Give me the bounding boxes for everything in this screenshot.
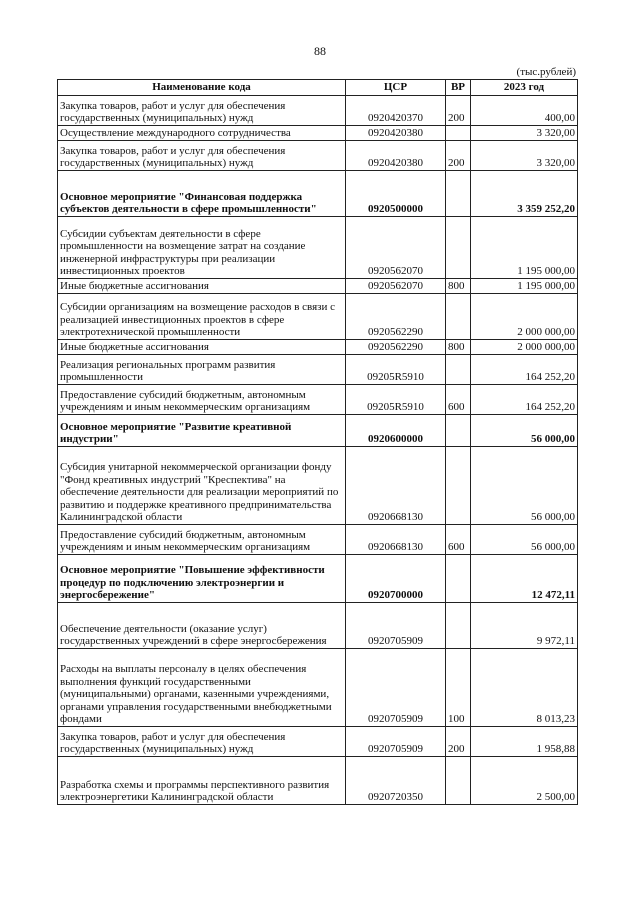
cell-name: Реализация региональных программ развития промышленности — [58, 355, 346, 385]
header-csr: ЦСР — [346, 80, 446, 96]
table-row — [58, 385, 578, 415]
cell-vr: 800 — [446, 279, 471, 294]
cell-vr: 100 — [446, 649, 471, 727]
table-row — [58, 603, 578, 649]
cell-name: Субсидии организациям на возмещение расходов в связи с реализацией инвестиционных проектов в сфере электротехнической промышленности — [58, 294, 346, 340]
table-header-row — [58, 80, 578, 96]
cell-sum: 3 320,00 — [471, 141, 578, 171]
cell-sum: 3 359 252,20 — [471, 171, 578, 217]
cell-name: Иные бюджетные ассигнования — [58, 340, 346, 355]
table-row — [58, 126, 578, 141]
table-row — [58, 649, 578, 727]
table-row — [58, 355, 578, 385]
cell-csr: 0920705909 — [346, 649, 446, 727]
table-row — [58, 415, 578, 447]
cell-vr — [446, 415, 471, 447]
cell-name: Субсидия унитарной некоммерческой организации фонду "Фонд креативных индустрий "Креспектива" на обеспечение деятельности для реализации мероприятий по развитию и поддержке креативного предпринимательства Калининградской области — [58, 447, 346, 525]
cell-vr — [446, 126, 471, 141]
cell-name: Осуществление международного сотрудничества — [58, 126, 346, 141]
cell-csr: 0920562070 — [346, 217, 446, 279]
cell-csr: 0920562070 — [346, 279, 446, 294]
cell-vr — [446, 603, 471, 649]
cell-name: Закупка товаров, работ и услуг для обеспечения государственных (муниципальных) нужд — [58, 727, 346, 757]
cell-vr: 200 — [446, 141, 471, 171]
table-row — [58, 141, 578, 171]
cell-sum: 1 195 000,00 — [471, 217, 578, 279]
cell-name: Основное мероприятие "Финансовая поддержка субъектов деятельности в сфере промышленности" — [58, 171, 346, 217]
cell-vr: 200 — [446, 727, 471, 757]
cell-sum: 12 472,11 — [471, 555, 578, 603]
header-name: Наименование кода — [58, 80, 346, 96]
cell-name: Закупка товаров, работ и услуг для обеспечения государственных (муниципальных) нужд — [58, 141, 346, 171]
cell-csr: 0920668130 — [346, 525, 446, 555]
table-row — [58, 525, 578, 555]
units-label: (тыс.рублей) — [516, 66, 576, 78]
cell-sum: 2 000 000,00 — [471, 294, 578, 340]
cell-name: Разработка схемы и программы перспективного развития электроэнергетики Калининградской области — [58, 757, 346, 805]
cell-vr: 600 — [446, 385, 471, 415]
cell-csr: 0920668130 — [346, 447, 446, 525]
cell-sum: 56 000,00 — [471, 525, 578, 555]
cell-csr: 0920420370 — [346, 96, 446, 126]
cell-sum: 1 195 000,00 — [471, 279, 578, 294]
table-row — [58, 171, 578, 217]
cell-sum: 400,00 — [471, 96, 578, 126]
cell-sum: 56 000,00 — [471, 415, 578, 447]
table-row — [58, 294, 578, 340]
cell-vr — [446, 171, 471, 217]
cell-sum: 2 500,00 — [471, 757, 578, 805]
cell-vr — [446, 217, 471, 279]
table-body — [58, 96, 578, 805]
cell-vr — [446, 555, 471, 603]
cell-sum: 9 972,11 — [471, 603, 578, 649]
cell-sum: 56 000,00 — [471, 447, 578, 525]
cell-csr: 0920700000 — [346, 555, 446, 603]
table-row — [58, 217, 578, 279]
cell-sum: 164 252,20 — [471, 355, 578, 385]
cell-csr: 0920705909 — [346, 727, 446, 757]
cell-csr: 0920705909 — [346, 603, 446, 649]
table-row — [58, 447, 578, 525]
cell-csr: 0920500000 — [346, 171, 446, 217]
cell-csr: 0920562290 — [346, 294, 446, 340]
header-sum: 2023 год — [471, 80, 578, 96]
cell-name: Обеспечение деятельности (оказание услуг) государственных учреждений в сфере энергосбережения — [58, 603, 346, 649]
cell-vr — [446, 757, 471, 805]
cell-vr: 200 — [446, 96, 471, 126]
cell-name: Предоставление субсидий бюджетным, автономным учреждениям и иным некоммерческим организациям — [58, 525, 346, 555]
cell-csr: 0920720350 — [346, 757, 446, 805]
cell-csr: 09205R5910 — [346, 355, 446, 385]
cell-csr: 0920562290 — [346, 340, 446, 355]
cell-vr: 600 — [446, 525, 471, 555]
cell-sum: 2 000 000,00 — [471, 340, 578, 355]
cell-vr: 800 — [446, 340, 471, 355]
cell-vr — [446, 355, 471, 385]
cell-sum: 3 320,00 — [471, 126, 578, 141]
cell-name: Расходы на выплаты персоналу в целях обеспечения выполнения функций государственными (муниципальными) органами, казенными учреждениями, органами управления государственными внебюджетными фондами — [58, 649, 346, 727]
cell-name: Предоставление субсидий бюджетным, автономным учреждениям и иным некоммерческим организациям — [58, 385, 346, 415]
cell-name: Основное мероприятие "Повышение эффективности процедур по подключению электроэнергии и энергосбережение" — [58, 555, 346, 603]
cell-name: Субсидии субъектам деятельности в сфере промышленности на возмещение затрат на создание инженерной инфраструктуры при реализации инвестиционных проектов — [58, 217, 346, 279]
cell-sum: 8 013,23 — [471, 649, 578, 727]
table-row — [58, 727, 578, 757]
cell-sum: 1 958,88 — [471, 727, 578, 757]
budget-table — [57, 79, 578, 805]
cell-csr: 0920420380 — [346, 126, 446, 141]
cell-csr: 0920420380 — [346, 141, 446, 171]
table-row — [58, 757, 578, 805]
cell-name: Закупка товаров, работ и услуг для обеспечения государственных (муниципальных) нужд — [58, 96, 346, 126]
table-row — [58, 96, 578, 126]
cell-name: Иные бюджетные ассигнования — [58, 279, 346, 294]
header-vr: ВР — [446, 80, 471, 96]
cell-csr: 09205R5910 — [346, 385, 446, 415]
table-row — [58, 279, 578, 294]
cell-vr — [446, 294, 471, 340]
table-row — [58, 555, 578, 603]
cell-csr: 0920600000 — [346, 415, 446, 447]
table-row — [58, 340, 578, 355]
cell-sum: 164 252,20 — [471, 385, 578, 415]
page-number: 88 — [314, 44, 326, 58]
cell-name: Основное мероприятие "Развитие креативной индустрии" — [58, 415, 346, 447]
cell-vr — [446, 447, 471, 525]
